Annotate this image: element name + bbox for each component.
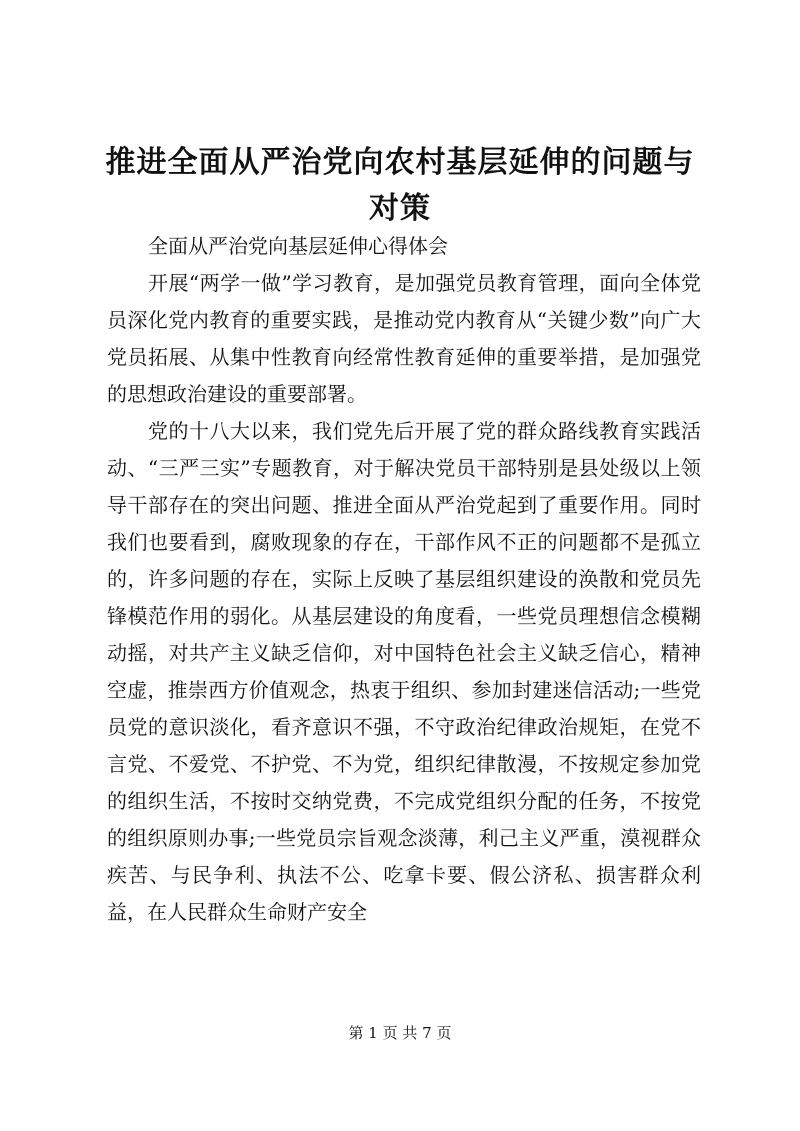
body-paragraph-2: 党的十八大以来，我们党先后开展了党的群众路线教育实践活动、“三严三实”专题教育，对于解决党员干部特别是县处级以上领导干部存在的突出问题、推进全面从严治党起到了重要作用。同时我们也要看到，腐败现象的存在，干部作风不正的问题都不是孤立的，许多问题的存在，实际上反映了基层组织建设的涣散和党员先锋模范作用的弱化。从基层建设的角度看，一些党员理想信念模糊动摇，对共产主义缺乏信仰，对中国特色社会主义缺乏信心，精神空虚，推崇西方价值观念，热衷于组织、参加封建迷信活动;一些党员党的意识淡化，看齐意识不强，不守政治纪律政治规矩，在党不言党、不爱党、不护党、不为党，组织纪律散漫，不按规定参加党的组织生活，不按时交纳党费，不完成党组织分配的任务，不按党的组织原则办事;一些党员宗旨观念淡薄，利己主义严重，漠视群众疾苦、与民争利、执法不公、吃拿卡要、假公济私、损害群众利益，在人民群众生命财产安全: [107, 419, 701, 924]
document-title: 推进全面从严治党向农村基层延伸的问题与对策: [105, 145, 695, 226]
document-body: [107, 228, 701, 931]
body-paragraph-1: 开展“两学一做”学习教育，是加强党员教育管理，面向全体党员深化党内教育的重要实践，是推动党内教育从“关键少数”向广大党员拓展、从集中性教育向经常性教育延伸的重要举措，是加强党的思想政治建设的重要部署。: [107, 271, 701, 406]
page-footer: 第 1 页 共 7 页: [348, 1024, 452, 1042]
document-subtitle: 全面从严治党向基层延伸心得体会: [148, 234, 448, 258]
